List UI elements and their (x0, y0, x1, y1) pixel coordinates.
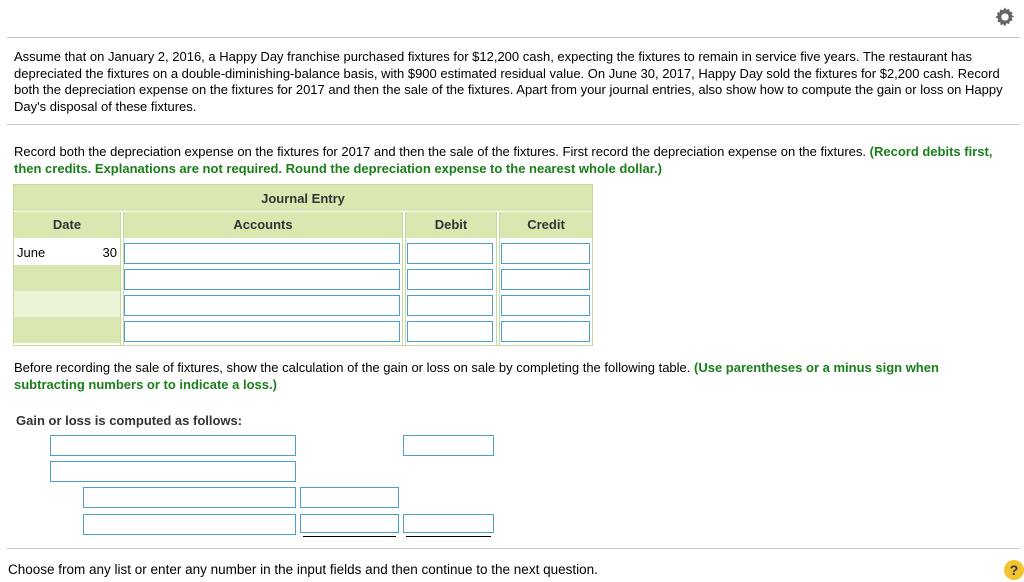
debit-input[interactable] (407, 243, 493, 264)
top-divider (7, 37, 1020, 38)
date-header: Date (14, 212, 120, 238)
footer-divider (7, 548, 1020, 549)
journal-entry-title: Journal Entry (14, 185, 592, 211)
section-divider (7, 124, 1020, 125)
instruction-depreciation-note: (Record debits first, then credits. Explanations are not required. Round the depreciation expense to the nearest whole dollar.) (14, 144, 993, 176)
debit-input[interactable] (407, 321, 493, 342)
gain-loss-amount-input[interactable] (403, 435, 494, 456)
help-icon[interactable]: ? (1004, 560, 1024, 580)
credit-input[interactable] (501, 321, 590, 342)
debit-header: Debit (406, 212, 496, 238)
gain-loss-description-input[interactable] (83, 514, 296, 535)
debit-input[interactable] (407, 295, 493, 316)
column-separator (402, 212, 406, 345)
gain-loss-amount-input[interactable] (300, 487, 399, 508)
credit-input[interactable] (501, 243, 590, 264)
settings-gear-icon[interactable] (994, 6, 1016, 28)
account-input[interactable] (124, 295, 400, 316)
account-input[interactable] (124, 321, 400, 342)
date-cell (14, 239, 120, 265)
date-cell (14, 291, 120, 317)
credit-input[interactable] (501, 269, 590, 290)
column-separator (496, 212, 500, 345)
credit-input[interactable] (501, 295, 590, 316)
gain-loss-label: Gain or loss is computed as follows: (16, 413, 243, 428)
account-input[interactable] (124, 243, 400, 264)
date-month: June (17, 245, 46, 260)
account-input[interactable] (124, 269, 400, 290)
date-cell (14, 317, 120, 343)
gain-loss-description-input[interactable] (50, 435, 296, 456)
date-day: 30 (102, 245, 117, 260)
instruction-gain-loss-note: (Use parentheses or a minus sign when subtracting numbers or to indicate a loss.) (14, 360, 939, 392)
question-text: Assume that on January 2, 2016, a Happy Day franchise purchased fixtures for $12,200 cash, expecting the fixtures to remain in service five years. The restaurant has depreciated the fixtures on a double-diminishing-balance basis, with $900 estimated residual value. On June 30, 2017, Happy Day sold the fixtures for $2,200 cash. Record both the depreciation expense on the fixtures for 2017 and then the sale of the fixtures. Apart from your journal entries, also show how to compute the gain or loss on Happy Day's disposal of these fixtures. (14, 49, 1003, 114)
instruction-gain-loss-text: Before recording the sale of fixtures, show the calculation of the gain or loss on sale by completing the following table. (14, 360, 691, 375)
gain-loss-description-input[interactable] (50, 461, 296, 482)
credit-header: Credit (500, 212, 592, 238)
instruction-depreciation-text: Record both the depreciation expense on the fixtures for 2017 and then the sale of the fixtures. First record the depreciation expense on the fixtures. (14, 144, 867, 159)
debit-input[interactable] (407, 269, 493, 290)
instruction-depreciation (14, 144, 1014, 177)
date-cell (14, 265, 120, 291)
accounts-header: Accounts (124, 212, 402, 238)
instruction-gain-loss (14, 360, 1004, 393)
journal-entry-table (13, 184, 593, 346)
gain-loss-amount-input[interactable] (300, 514, 399, 533)
footer-instruction: Choose from any list or enter any number in the input fields and then continue to the next question. (8, 562, 598, 577)
gain-loss-description-input[interactable] (83, 487, 296, 508)
gain-loss-result-input[interactable] (403, 514, 494, 533)
